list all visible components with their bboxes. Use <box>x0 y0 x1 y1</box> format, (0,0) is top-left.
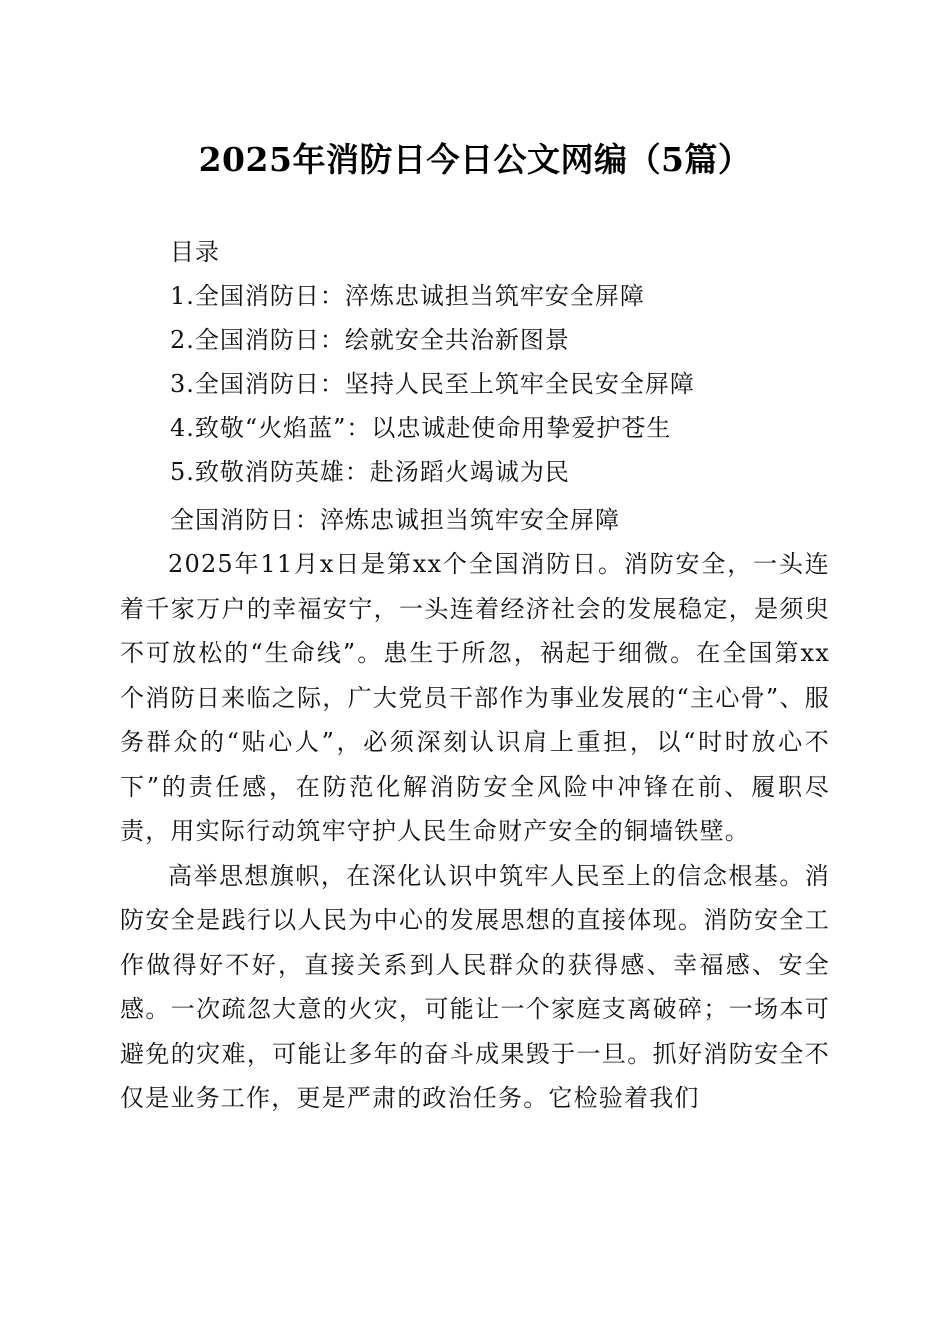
toc-item-5: 5.致敬消防英雄：赴汤蹈火竭诚为民 <box>170 458 570 486</box>
table-of-contents <box>170 230 850 494</box>
section-heading: 全国消防日：淬炼忠诚担当筑牢安全屏障 <box>170 506 620 534</box>
document-title: 2025年消防日今日公文网编（5篇） <box>198 140 752 179</box>
paragraph-2: 高举思想旗帜，在深化认识中筑牢人民至上的信念根基。消防安全是践行以人民为中心的发展思想的直接体现。消防安全工作做得好不好，直接关系到人民群众的获得感、幸福感、安全感。一次疏忽大意的火灾，可能让一个家庭支离破碎；一场本可避免的灾难，可能让多年的奋斗成果毁于一旦。抓好消防安全不仅是业务工作，更是严肃的政治任务。它检验着我们 <box>120 861 830 1112</box>
toc-item-1: 1.全国消防日：淬炼忠诚担当筑牢安全屏障 <box>170 282 645 310</box>
toc-item-2: 2.全国消防日：绘就安全共治新图景 <box>170 326 570 354</box>
toc-heading: 目录 <box>170 238 220 266</box>
paragraph-1: 2025年11月x日是第xx个全国消防日。消防安全，一头连着千家万户的幸福安宁，一头连着经济社会的发展稳定，是须臾不可放松的“生命线”。患生于所忽，祸起于细微。在全国第xx个消防日来临之际，广大党员干部作为事业发展的“主心骨”、服务群众的“贴心人”，必须深刻认识肩上重担，以“时时放心不下”的责任感，在防范化解消防安全风险中冲锋在前、履职尽责，用实际行动筑牢守护人民生命财产安全的铜墙铁壁。 <box>120 550 830 845</box>
toc-item-3: 3.全国消防日：坚持人民至上筑牢全民安全屏障 <box>170 370 695 398</box>
body-text <box>120 542 830 1121</box>
toc-item-4: 4.致敬“火焰蓝”：以忠诚赴使命用挚爱护苍生 <box>170 414 672 442</box>
